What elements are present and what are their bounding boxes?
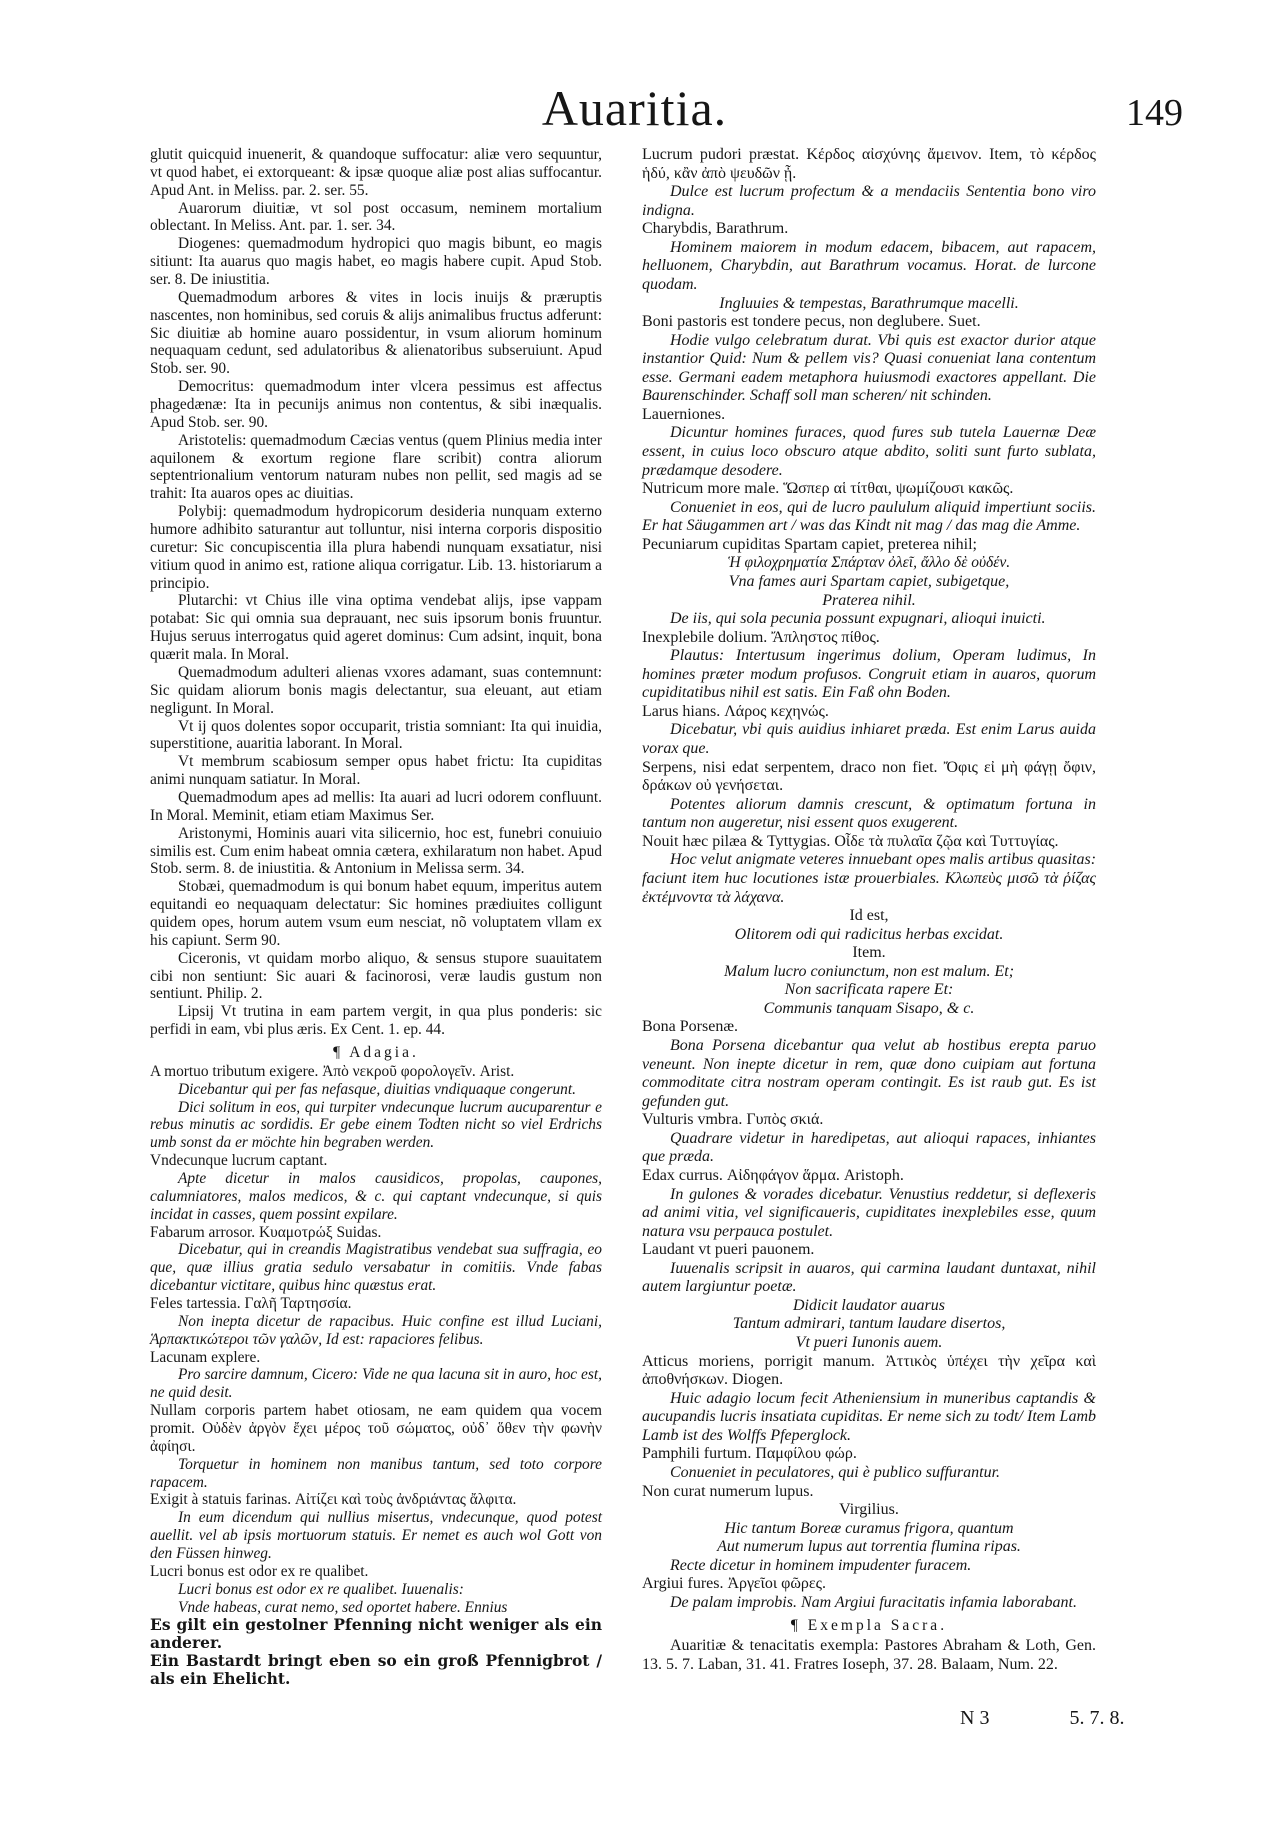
paragraph: Auaritiæ & tenacitatis exempla: Pastores Abraham & Loth, Gen. 13. 5. 7. Laban, 31. 41. Fratres Ioseph, 37. 28. Balaam, Num. 22. — [642, 1637, 1096, 1673]
verse-line: Non sacrificata rapere Et: — [784, 981, 954, 999]
paragraph: Vt ij quos dolentes sopor occuparit, tristia somniant: Ita qui inuidia, superstitione, auaritia laborant. In Moral. — [150, 717, 602, 753]
adage-title: Exigit à statuis farinas. Αἰτίζει καὶ τοὺς ἀνδριάντας ἄλφιτα. — [150, 1491, 517, 1509]
adage-title: Inexplebile dolium. Ἄπληστος πίθος. — [642, 628, 880, 646]
paragraph: Quemadmodum adulteri alienas vxores adamant, suas contemnunt: Sic quidam aliorum bonis magis delectantur, sua eleuant, aut etiam negligunt. In Moral. — [150, 663, 602, 717]
paragraph: De iis, qui sola pecunia possunt expugnari, alioqui inuicti. — [670, 610, 1046, 628]
paragraph: Iuuenalis scripsit in auaros, qui carmina laudant duntaxat, nihil autem largiuntur poetæ. — [642, 1259, 1096, 1296]
adage-gloss: In eum dicendum qui nullius misertus, vndecunque, quod potest auellit. vel ab ipsis mortuorum statuis. Er nemet es auch wol Gott von den Füssen hinweg. — [150, 1509, 602, 1563]
adage-title: Feles tartessia. Γαλῆ Ταρτησσία. — [150, 1295, 352, 1312]
adage-title: Lucri bonus est odor ex re qualibet. — [150, 1562, 369, 1580]
paragraph: Potentes aliorum damnis crescunt, & optimatum fortuna in tantum non augeretur, nisi essent quos exugerent. — [642, 795, 1096, 832]
verse-line: Tantum admirari, tantum laudare disertos, — [732, 1315, 1006, 1333]
section-heading-adagia: ¶ Adagia. — [333, 1043, 419, 1061]
verse-line: Vna fames auri Spartam capiet, subigetque, — [728, 572, 1010, 590]
paragraph: Lipsij Vt trutina in eam partem vergit, in qua plus ponderis: sic perfidi in eam, vbi plus æris. Ex Cent. 1. ep. 44. — [150, 1003, 602, 1039]
verse-line: Praterea nihil. — [822, 591, 916, 609]
paragraph: In gulones & vorades dicebatur. Venustius reddetur, si deflexeris ad animi vitia, vel significaueris, cupiditates inexplebiles esse, quum natura vsu perpauca postulet. — [642, 1185, 1096, 1240]
adage-gloss: Dici solitum in eos, qui turpiter vndecunque lucrum aucuparentur e rebus minutis ac sordidis. Er gebe einem Todten nicht so viel Erdrichs umb sonst da er möchte hin begraben werden. — [150, 1098, 602, 1152]
adage-title: Fabarum arrosor. Κυαμοτρώξ Suidas. — [150, 1223, 382, 1241]
adage-title: Nouit hæc pilæa & Tyttygias. Οἶδε τὰ πυλαῖα ζῷα καὶ Τυττυγίας. — [642, 832, 1059, 850]
paragraph: Stobæi, quemadmodum is qui bonum habet equum, imperitus autem equitandi eo nequaquam delectatur: Sic homines prædiuites colligunt quidem opes, horum autem vsum eum nesciat, nõ voluptatem vllam ex his capiunt. Serm 90. — [150, 878, 602, 949]
adage-german: Ein Bastardt bringt eben so ein groß Pfennigbrot / als ein Ehelicht. — [150, 1651, 602, 1689]
verse-line: Ingluuies & tempestas, Barathrumque macelli. — [719, 294, 1019, 312]
adage-verse: Vnde habeas, curat nemo, sed oportet habere. Ennius — [178, 1598, 508, 1616]
paragraph: Ciceronis, vt quidam morbo aliquo, & sensus stupore suauitatem cibi non sentiunt: Sic auari & facinorosi, veræ laudis gustum non sentiunt. Philip. 2. — [150, 949, 602, 1003]
adage-title: Non curat numerum lupus. — [642, 1482, 814, 1500]
paragraph: Diogenes: quemadmodum hydropici quo magis bibunt, eo magis sitiunt: Ita auarus quo magis habet, eo magis habere cupit. Apud Stob. ser. 8. De iniustitia. — [150, 235, 602, 289]
right-column — [642, 146, 1096, 1674]
page-number: 149 — [1126, 92, 1183, 134]
adage-title: Bona Porsenæ. — [642, 1018, 738, 1036]
paragraph: Dulce est lucrum profectum & a mendaciis Sententia bono viro indigna. — [642, 183, 1096, 219]
paragraph: Aristotelis: quemadmodum Cæcias ventus (quem Plinius media inter aquilonem & exortum regione flare scribit) contra aliorum septentrionalium ventorum naturam nubes non pellit, sed magis ad se trahit: Ita auaros opes ac diuitias. — [150, 431, 602, 503]
adage-title: Larus hians. Λάρος κεχηνώς. — [642, 702, 829, 720]
verse-line: Id est, — [849, 907, 889, 925]
adage-title: Laudant vt pueri pauonem. — [642, 1241, 815, 1259]
paragraph: Dicebatur, vbi quis auidius inhiaret præda. Est enim Larus auida vorax que. — [642, 721, 1096, 757]
signature-mark — [960, 1706, 1124, 1730]
adage-title: Nutricum more male. Ὥσπερ αἱ τίτθαι, ψωμίζουσι κακῶς. — [642, 480, 1014, 498]
paragraph: Vt membrum scabiosum semper opus habet frictu: Ita cupiditas animi nunquam satiatur. In Moral. — [150, 753, 602, 789]
adage-title: Lauerniones. — [642, 405, 726, 423]
verse-line: Olitorem odi qui radicitus herbas excidat. — [734, 925, 1004, 943]
adage-gloss: Torquetur in hominem non manibus tantum, sed toto corpore rapacem. — [150, 1455, 602, 1491]
adage-gloss: Dicebantur qui per fas nefasque, diuitias vndiquaque congerunt. — [178, 1080, 576, 1098]
adage-title: Pecuniarum cupiditas Spartam capiet, preterea nihil; — [642, 535, 977, 553]
paragraph: Hodie vulgo celebratum durat. Vbi quis est exactor durior atque instantior Quid: Num & pellem vis? Quasi conueniat lana contentum esse. Germani eadem metaphora huiusmodi exactores appellant. Die Baurenschinder. Schaff soll man scheren/ nit schinden. — [642, 331, 1096, 405]
paragraph: Plutarchi: vt Chius ille vina optima vendebat alijs, ipse vappam potabat: Sic qui omnia sua deprauant, nec suis ipsorum bonis fruuntur. Hujus seruus interrogatus quid ageret dominus: Cum adsint, inquit, bona quærit mala. In Moral. — [150, 592, 602, 664]
adage-title: Pamphili furtum. Παμφίλου φώρ. — [642, 1445, 857, 1463]
signature-letter: N 3 — [960, 1707, 990, 1729]
paragraph: Bona Porsena dicebantur qua velut ab hostibus erepta paruo veneunt. Non inepte dicetur in rem, quæ dono cuipiam aut fortuna commoditate citra nostram operam contingit. Es ist raub gut. Es ist gefunden gut. — [642, 1037, 1096, 1110]
paragraph: Conueniet in peculatores, qui è publico suffurantur. — [670, 1463, 1001, 1481]
adage-title: Vulturis vmbra. Γυπὸς σκιά. — [642, 1111, 824, 1129]
adage-german: Es gilt ein gestolner Pfenning nicht weniger als ein anderer. — [150, 1615, 602, 1653]
adage-gloss: Pro sarcire damnum, Cicero: Vide ne qua lacuna sit in auro, hoc est, ne quid desit. — [150, 1366, 602, 1402]
left-column — [150, 146, 602, 1688]
paragraph: Quemadmodum arbores & vites in locis inuijs & præruptis nascentes, non hominibus, sed coruis & alijs animalibus fructus adferunt: Sic diuitiæ ab homine auaro possidentur, in vsum aliorum hominum nequaquam cedunt, sed adulatoribus & alienatoribus subseruiunt. Apud Stob. ser. 90. — [150, 288, 602, 378]
paragraph: Hominem maiorem in modum edacem, bibacem, aut rapacem, helluonem, Charybdin, aut Barathrum vocamus. Horat. de lurcone quodam. — [642, 238, 1096, 293]
verse-line: Virgilius. — [839, 1501, 899, 1519]
paragraph: Dicuntur homines furaces, quod fures sub tutela Lauernæ Deæ essent, in cuius loco obscuro atque abdito, soliti sunt furto sublata, prædamque desodere. — [642, 424, 1096, 479]
paragraph: Quadrare videtur in haredipetas, aut alioqui rapaces, inhiantes que præda. — [642, 1129, 1096, 1166]
adage-gloss: Lucri bonus est odor ex re qualibet. Iuuenalis: — [178, 1580, 464, 1598]
adage-title: Boni pastoris est tondere pecus, non deglubere. Suet. — [642, 313, 981, 331]
adage-title: Edax currus. Αἰδηφάγον ἅρμα. Aristoph. — [642, 1166, 904, 1184]
paragraph: Huic adagio locum fecit Atheniensium in muneribus captandis & aucupandis lucris insatiata cupiditas. Er neme sich zu todt/ Item Lamb Lamb ist des Wolffs Pfeperglock. — [642, 1389, 1096, 1444]
paragraph: Hoc velut anigmate veteres innuebant opes malis artibus quasitas: faciunt item huc locutiones istæ prouerbiales. Κλωπεὺς μισῶ τὰ ῥίζας ἐκτέμνοντα τὰ λάχανα. — [642, 851, 1097, 906]
adage-title: Vndecunque lucrum captant. — [150, 1152, 328, 1170]
catchword: 5. 7. 8. — [1069, 1707, 1125, 1729]
adage-title: Atticus moriens, porrigit manum. Ἀττικὸς ὑπέχει τὴν χεῖρα καὶ ἀποθνήσκων. Diogen. — [642, 1352, 1096, 1389]
paragraph: Plautus: Intertusum ingerimus dolium, Operam ludimus, In homines præter modum profusos. Congruit etiam in auaros, quorum cupiditatibus nihil est satis. Ein Faß ohn Boden. — [642, 647, 1096, 702]
paragraph: De palam improbis. Nam Argiui furacitatis infamia laborabant. — [670, 1593, 1077, 1611]
adage-gloss: Apte dicetur in malos causidicos, propolas, caupones, calumniatores, malos medicos, & c. qui captant vndecunque, si quis incidat in casses, quem possint expilare. — [150, 1169, 602, 1223]
adage-title: Serpens, nisi edat serpentem, draco non fiet. Ὄφις εἰ μὴ φάγῃ ὄφιν, δράκων οὐ γενήσεται. — [642, 758, 1096, 795]
adage-title: Charybdis, Barathrum. — [642, 220, 789, 238]
adage-title: A mortuo tributum exigere. Ἀπὸ νεκροῦ φορολογεῖν. Arist. — [150, 1062, 515, 1080]
paragraph: glutit quicquid inuenerit, & quandoque suffocatur: aliæ vero sequuntur, vt quod habet, ei extorqueant: & ipsæ quoque aliæ post alias suffocantur. Apud Ant. in Meliss. par. 2. ser. 55. — [150, 146, 602, 199]
paragraph: Recte dicetur in hominem impudenter furacem. — [670, 1556, 972, 1574]
paragraph: Polybij: quemadmodum hydropicorum desideria nunquam externo humore adhibito saturantur aut tolluntur, nisi interna corporis dispositio curetur: Sic concupiscentia illa plura habendi nunquam exsatiatur, nisi vitium quod in animo est, ratione aliqua corrigatur. Lib. 13. historiarum a principio. — [150, 503, 602, 592]
running-title: Auaritia. — [541, 80, 728, 136]
paragraph: Conueniet in eos, qui de lucro paululum aliquid impertiunt sociis. Er hat Säugammen art / was das Kindt nit mag / das mag die Amme. — [642, 498, 1096, 535]
paragraph: Lucrum pudori præstat. Κέρδος αἰσχύνης ἄμεινον. Item, τὸ κέρδος ἡδύ, κἂν ἀπὸ ψευδῶν ᾖ. — [642, 146, 1096, 182]
greek-line: Ἡ φιλοχρηματία Σπάρταν ὀλεῖ, ἄλλο δὲ οὐδέν. — [727, 554, 1011, 572]
adage-title: Argiui fures. Ἀργεῖοι φῶρες. — [642, 1575, 826, 1593]
paragraph: Aristonymi, Hominis auari vita silicernio, hoc est, funebri conuiuio similis est. Cum enim habeat omnia cætera, exhilaratum non habet. Apud Stob. serm. 8. de iniustitia. & Antonium in Melissa serm. 34. — [150, 824, 602, 878]
verse-line: Didicit laudator auarus — [792, 1296, 945, 1314]
verse-line: Malum lucro coniunctum, non est malum. Et; — [723, 962, 1015, 980]
paragraph: Democritus: quemadmodum inter vlcera pessimus est affectus phagedænæ: Ita in pecunijs animus non contentus, & sibi inæqualis. Apud Stob. ser. 90. — [150, 378, 602, 431]
verse-line: Aut numerum lupus aut torrentia flumina ripas. — [717, 1538, 1021, 1556]
verse-line: Communis tanquam Sisapo, & c. — [763, 999, 975, 1017]
paragraph: Auarorum diuitiæ, vt sol post occasum, neminem mortalium oblectant. In Meliss. Ant. par. 1. ser. 34. — [150, 199, 602, 235]
adage-title: Lacunam explere. — [150, 1348, 261, 1366]
verse-line: Vt pueri Iunonis auem. — [795, 1334, 943, 1351]
adage-title: Nullam corporis partem habet otiosam, ne eam quidem qua vocem promit. Οὐδὲν ἀργὸν ἔχει μέρος τοῦ σώματος, οὐδ᾽ ὅθεν τὴν φωνὴν ἀφίησι. — [150, 1402, 602, 1455]
section-heading-exempla: ¶ Exempla Sacra. — [790, 1617, 948, 1635]
paragraph: Quemadmodum apes ad mellis: Ita auari ad lucri odorem confluunt. In Moral. Meminit, etiam etiam Maximus Ser. — [150, 788, 602, 824]
adage-gloss: Non inepta dicetur de rapacibus. Huic confine est illud Luciani, Ἁρπακτικώτεροι τῶν γαλῶν, Id est: rapaciores felibus. — [150, 1312, 602, 1348]
verse-line: Item. — [852, 944, 886, 962]
verse-line: Hic tantum Boreæ curamus frigora, quantum — [724, 1519, 1014, 1537]
adage-gloss: Dicebatur, qui in creandis Magistratibus vendebat sua suffragia, eo que, quæ illius gratia sedulo versabatur in comitiis. Vnde fabas dicebantur victitare, quibus hinc quæstus erat. — [150, 1241, 602, 1295]
